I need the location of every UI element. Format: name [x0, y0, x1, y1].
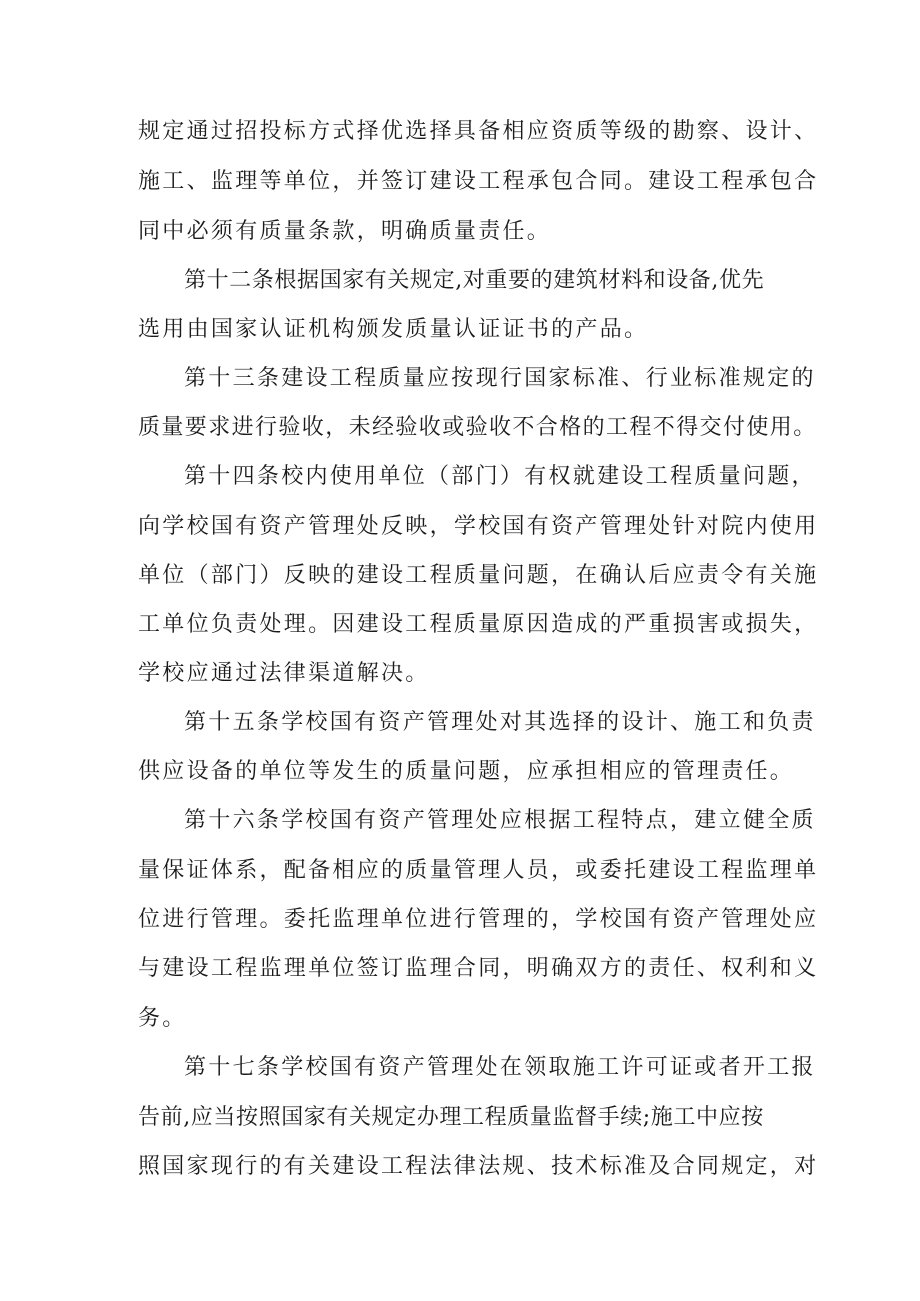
text-line: 工单位负责处理。因建设工程质量原因造成的严重损害或损失，: [138, 612, 819, 637]
text-line: 务。: [138, 1006, 187, 1031]
text-line: 施工、监理等单位，并签订建设工程承包合同。建设工程承包合: [138, 169, 819, 194]
article-13-line: 第十三条建设工程质量应按现行国家标准、行业标准规定的: [184, 366, 816, 391]
text-line: 同中必须有质量条款，明确质量责任。: [138, 219, 552, 244]
text-line: 质量要求进行验收，未经验收或验收不合格的工程不得交付使用。: [138, 415, 817, 440]
text-line: 供应设备的单位等发生的质量问题，应承担相应的管理责任。: [138, 759, 795, 784]
text-line: 选用由国家认证机构颁发质量认证证书的产品。: [138, 317, 649, 342]
text-line: 告前,应当按照国家有关规定办理工程质量监督手续;施工中应按: [138, 1105, 764, 1130]
article-14-line: 第十四条校内使用单位（部门）有权就建设工程质量问题，: [184, 464, 816, 489]
text-line: 规定通过招投标方式择优选择具备相应资质等级的勘察、设计、: [138, 119, 819, 144]
text-line: 量保证体系，配备相应的质量管理人员，或委托建设工程监理单: [138, 858, 819, 883]
text-line: 学校应通过法律渠道解决。: [138, 661, 430, 686]
text-line: 向学校国有资产管理处反映，学校国有资产管理处针对院内使用: [138, 514, 819, 539]
article-12-line: 第十二条根据国家有关规定,对重要的建筑材料和设备,优先: [184, 268, 765, 293]
text-line: 照国家现行的有关建设工程法律法规、技术标准及合同规定，对: [138, 1154, 819, 1179]
article-15-line: 第十五条学校国有资产管理处对其选择的设计、施工和负责: [184, 710, 816, 735]
text-line: 与建设工程监理单位签订监理合同，明确双方的责任、权利和义: [138, 956, 819, 981]
text-line: 单位（部门）反映的建设工程质量问题，在确认后应责令有关施: [138, 563, 819, 588]
text-line: 位进行管理。委托监理单位进行管理的，学校国有资产管理处应: [138, 907, 819, 932]
article-16-line: 第十六条学校国有资产管理处应根据工程特点，建立健全质: [184, 808, 816, 833]
article-17-line: 第十七条学校国有资产管理处在领取施工许可证或者开工报: [184, 1055, 816, 1080]
